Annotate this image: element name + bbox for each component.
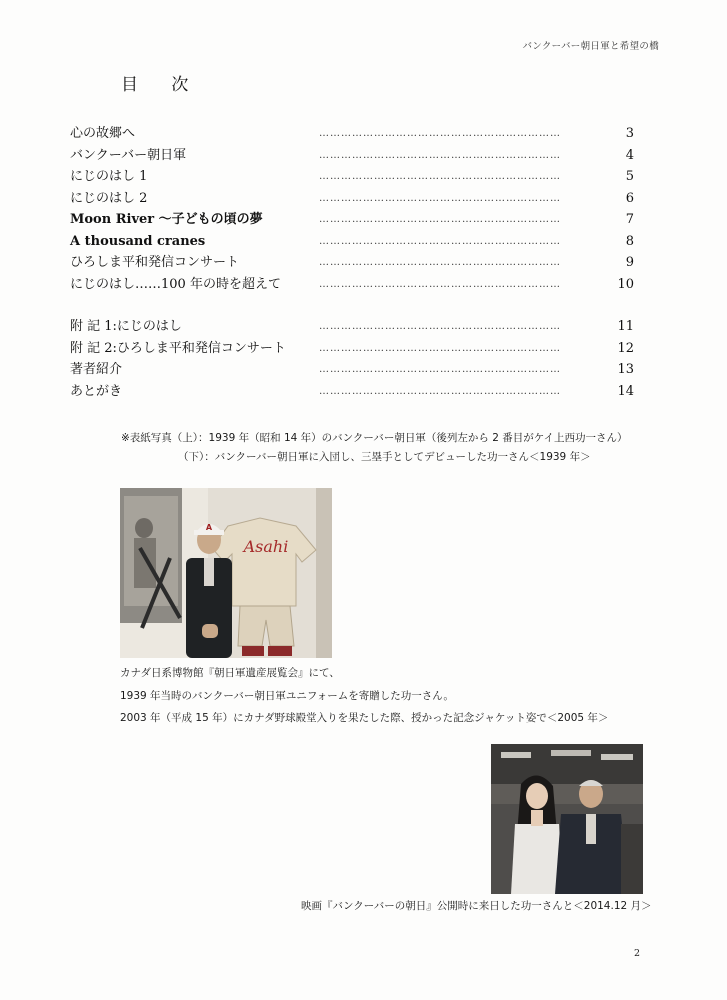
toc-spacer [70, 295, 642, 316]
toc-entry-label: A thousand cranes [70, 233, 206, 249]
dot-leader: ………………………………………………………… [319, 364, 561, 375]
running-head: バンクーバー朝日軍と希望の橋 [522, 41, 659, 52]
toc-entry[interactable] [70, 188, 642, 210]
film-premiere-photo-drawing [491, 744, 643, 894]
toc-entry[interactable] [70, 123, 642, 145]
museum-uniform-photo-drawing [120, 488, 332, 658]
film-premiere-photo [491, 744, 643, 894]
dot-leader: ………………………………………………………… [319, 214, 561, 225]
toc-entry[interactable] [70, 338, 642, 360]
toc-entry[interactable] [70, 381, 642, 403]
toc-entry-label: にじのはし 1 [70, 169, 148, 184]
dot-leader: ………………………………………………………… [319, 321, 561, 332]
dot-leader: ………………………………………………………… [319, 149, 561, 161]
toc-entry-page: 5 [625, 169, 634, 184]
photo2-caption: 映画『バンクーバーの朝日』公開時に来日した功一さんと＜2014.12 月＞ [301, 900, 652, 912]
toc-entry-page: 4 [625, 147, 634, 163]
toc-entry-label: にじのはし 2 [70, 190, 148, 206]
toc-entry[interactable] [70, 145, 642, 167]
toc-entry-page: 11 [617, 319, 634, 334]
toc-entry-label: 附 記 1:にじのはし [70, 319, 182, 334]
dot-leader: ………………………………………………………… [319, 278, 561, 290]
toc-entry[interactable] [70, 166, 642, 188]
toc-entry-page: 12 [617, 340, 634, 356]
toc-entry[interactable] [70, 209, 642, 231]
cover-photo-note-2: （下）：バンクーバー朝日軍に入団し、三塁手としてデビューした功一さん＜1939 年＞ [178, 451, 591, 463]
toc-entry-page: 6 [625, 190, 634, 206]
jersey-script-text: Asahi [243, 537, 289, 556]
toc-entry-label: にじのはし……100 年の時を超えて [70, 276, 281, 292]
toc-title: 目 次 [121, 75, 203, 95]
cap-letter: A [205, 523, 213, 532]
toc-entry-page: 8 [625, 233, 634, 249]
photo1-caption-line: 1939 年当時のバンクーバー朝日軍ユニフォームを寄贈した功一さん。 [120, 690, 454, 702]
toc-entry[interactable] [70, 231, 642, 253]
dot-leader: ………………………………………………………… [319, 128, 561, 139]
dot-leader: ………………………………………………………… [319, 385, 561, 397]
photo1-caption-line: 2003 年（平成 15 年）にカナダ野球殿堂入りを果たした際、授かった記念ジャケット姿で＜2005 年＞ [120, 712, 609, 724]
toc-entry-label: あとがき [70, 383, 123, 399]
cover-photo-note: ※表紙写真（上）：1939 年（昭和 14 年）のバンクーバー朝日軍（後列左から 2 番目がケイ上西功一さん） [121, 432, 628, 444]
dot-leader: ………………………………………………………… [319, 235, 561, 247]
dot-leader: ………………………………………………………… [319, 171, 561, 182]
dot-leader: ………………………………………………………… [319, 257, 561, 268]
museum-uniform-photo [120, 488, 332, 658]
toc-entry[interactable] [70, 274, 642, 296]
toc-entry-page: 7 [625, 212, 634, 227]
table-of-contents [70, 123, 642, 402]
toc-entry-label: Moon River ～子どもの頃の夢 [70, 212, 263, 227]
toc-entry[interactable] [70, 359, 642, 381]
toc-entry-page: 14 [617, 383, 634, 399]
toc-entry-label: 心の故郷へ [70, 126, 136, 141]
toc-entry-label: 著者紹介 [70, 362, 123, 377]
toc-entry-page: 10 [617, 276, 634, 292]
toc-entry-page: 3 [625, 126, 634, 141]
dot-leader: ………………………………………………………… [319, 192, 561, 204]
toc-entry-page: 13 [617, 362, 634, 377]
toc-entry-label: バンクーバー朝日軍 [70, 147, 187, 163]
toc-entry[interactable] [70, 316, 642, 338]
toc-entry-page: 9 [625, 255, 634, 270]
photo1-caption-line: カナダ日系博物館『朝日軍遺産展覧会』にて、 [120, 667, 340, 679]
toc-entry-label: ひろしま平和発信コンサート [70, 255, 240, 270]
toc-entry-label: 附 記 2:ひろしま平和発信コンサート [70, 340, 286, 356]
toc-entry[interactable] [70, 252, 642, 274]
dot-leader: ………………………………………………………… [319, 342, 561, 354]
page-number: 2 [633, 948, 640, 959]
